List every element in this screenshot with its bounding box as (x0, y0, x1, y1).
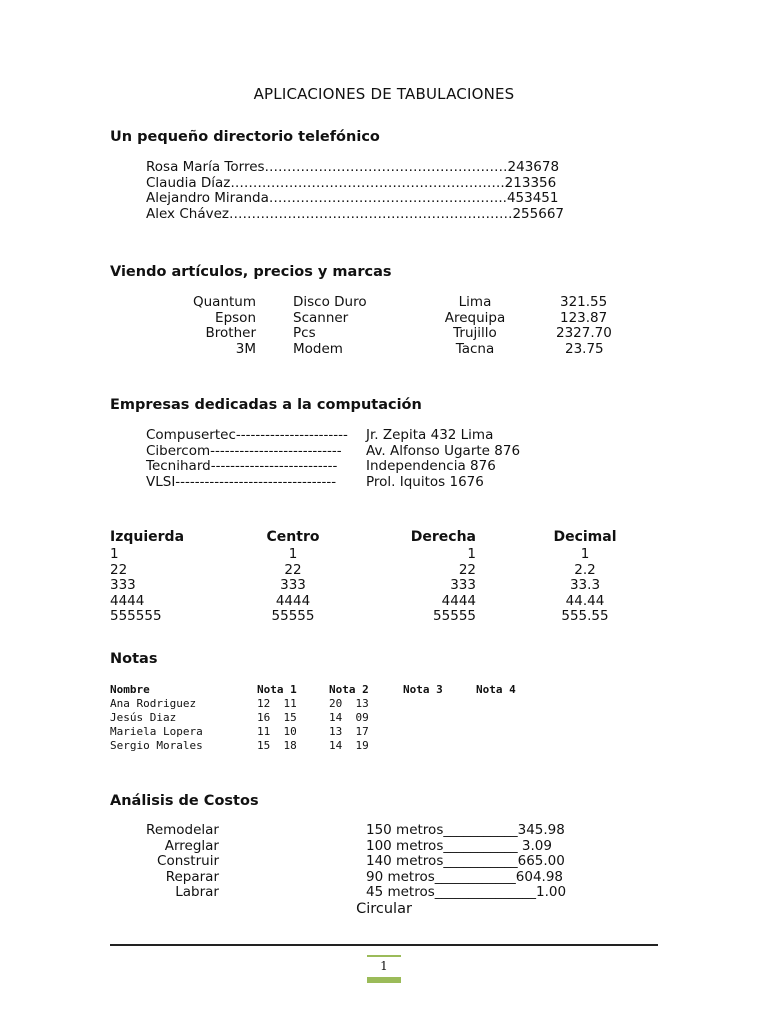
notes-grade-1: 15 18 (257, 739, 297, 752)
company-address: Independencia 876 (366, 458, 496, 474)
article-brand: 3M (235, 340, 256, 357)
align-cell-decimal: 1 (580, 546, 590, 562)
article-item: Disco Duro (293, 294, 367, 310)
article-city: Lima (458, 294, 492, 310)
notes-grade-1: 12 11 (257, 697, 297, 710)
align-cell-left: 333 (110, 577, 136, 593)
article-brand: Quantum (192, 294, 256, 310)
article-city: Tacna (455, 340, 495, 357)
cost-task: Construir (157, 853, 219, 869)
section-heading-directory: Un pequeño directorio telefónico (110, 129, 380, 145)
align-cell-center: 55555 (271, 608, 315, 624)
article-price: 321.55 (560, 294, 608, 310)
notes-grade-2: 13 17 (329, 725, 369, 738)
article-item: Modem (293, 340, 343, 357)
align-cell-left: 1 (110, 546, 119, 562)
align-cell-center: 333 (280, 577, 306, 593)
section-heading-costs: Análisis de Costos (110, 793, 259, 809)
page-number-top-bar (367, 955, 401, 957)
cost-task: Labrar (175, 884, 219, 900)
company-address: Prol. Iquitos 1676 (366, 473, 484, 490)
page-title: APLICACIONES DE TABULACIONES (253, 85, 515, 103)
align-cell-decimal: 2.2 (574, 561, 596, 578)
article-price: 123.87 (560, 309, 608, 326)
section-heading-articles: Viendo artículos, precios y marcas (110, 264, 392, 280)
notes-column-header: Nombre (110, 683, 150, 696)
notes-student-name: Mariela Lopera (110, 725, 203, 738)
cost-measure: 45 metros_______________1.00 (366, 884, 567, 900)
notes-column-header: Nota 1 (257, 683, 297, 696)
align-cell-right: 55555 (433, 608, 476, 624)
notes-grade-2: 14 09 (329, 711, 369, 724)
align-header-decimal: Decimal (553, 529, 617, 545)
article-price: 2327.70 (556, 325, 612, 341)
notes-grade-2: 20 13 (329, 697, 369, 710)
page-number-bottom-bar (367, 977, 401, 983)
notes-column-header: Nota 4 (476, 683, 516, 696)
footer-rule (110, 944, 658, 946)
align-cell-decimal: 555.55 (561, 608, 609, 624)
align-cell-decimal: 44.44 (565, 592, 605, 609)
article-item: Scanner (293, 309, 349, 326)
company-address: Av. Alfonso Ugarte 876 (366, 442, 521, 459)
cost-measure: 140 metros___________665.00 (366, 853, 565, 869)
directory-entry: Rosa María Torres………………………………………………243678 (146, 159, 560, 175)
company-name: VLSI--------------------------------- (146, 473, 337, 490)
align-cell-right: 1 (467, 546, 476, 562)
cost-task: Reparar (165, 868, 219, 885)
company-name: Compusertec----------------------- (146, 427, 348, 443)
align-header-right: Derecha (410, 529, 476, 545)
align-cell-center: 4444 (275, 592, 311, 609)
article-price: 23.75 (565, 340, 604, 357)
cost-task: Remodelar (146, 822, 219, 838)
page-number-box (367, 955, 401, 983)
article-city: Trujillo (453, 325, 497, 341)
notes-column-header: Nota 3 (403, 683, 443, 696)
notes-grade-1: 11 10 (257, 725, 297, 738)
align-cell-decimal: 33.3 (569, 577, 601, 593)
cost-measure: 150 metros___________345.98 (366, 822, 565, 838)
cost-measure: 90 metros____________604.98 (366, 868, 564, 885)
align-cell-left: 555555 (110, 608, 162, 624)
notes-grade-1: 16 15 (257, 711, 297, 724)
article-city: Arequipa (444, 309, 506, 326)
align-cell-right: 22 (458, 561, 476, 578)
align-cell-center: 22 (284, 561, 302, 578)
company-address: Jr. Zepita 432 Lima (366, 427, 494, 443)
directory-entry: Alex Chávez………………………………………………………255667 (146, 205, 565, 222)
notes-student-name: Ana Rodriguez (110, 697, 197, 710)
circular-label: Circular (356, 901, 412, 917)
notes-student-name: Sergio Morales (110, 739, 203, 752)
article-brand: Epson (215, 309, 256, 326)
align-cell-left: 22 (110, 561, 128, 578)
align-header-center: Centro (266, 529, 320, 545)
align-cell-right: 333 (450, 577, 476, 593)
align-cell-right: 4444 (441, 592, 476, 609)
article-brand: Brother (205, 325, 256, 341)
notes-grade-2: 14 19 (329, 739, 369, 752)
page-number: 1 (380, 959, 388, 973)
align-cell-center: 1 (288, 546, 298, 562)
align-cell-left: 4444 (110, 592, 145, 609)
section-heading-notes: Notas (110, 651, 158, 667)
article-item: Pcs (293, 325, 316, 341)
section-heading-companies: Empresas dedicadas a la computación (110, 397, 422, 413)
align-header-left: Izquierda (110, 529, 185, 545)
cost-measure: 100 metros___________ 3.09 (366, 837, 552, 854)
directory-entry: Claudia Díaz…………………………………………………….213356 (146, 174, 557, 191)
cost-task: Arreglar (164, 837, 219, 854)
notes-student-name: Jesús Diaz (110, 711, 177, 724)
company-name: Tecnihard-------------------------- (146, 458, 338, 474)
directory-entry: Alejandro Miranda……………………………………………..453451 (146, 190, 559, 206)
company-name: Cibercom--------------------------- (146, 442, 342, 459)
notes-column-header: Nota 2 (329, 683, 369, 696)
